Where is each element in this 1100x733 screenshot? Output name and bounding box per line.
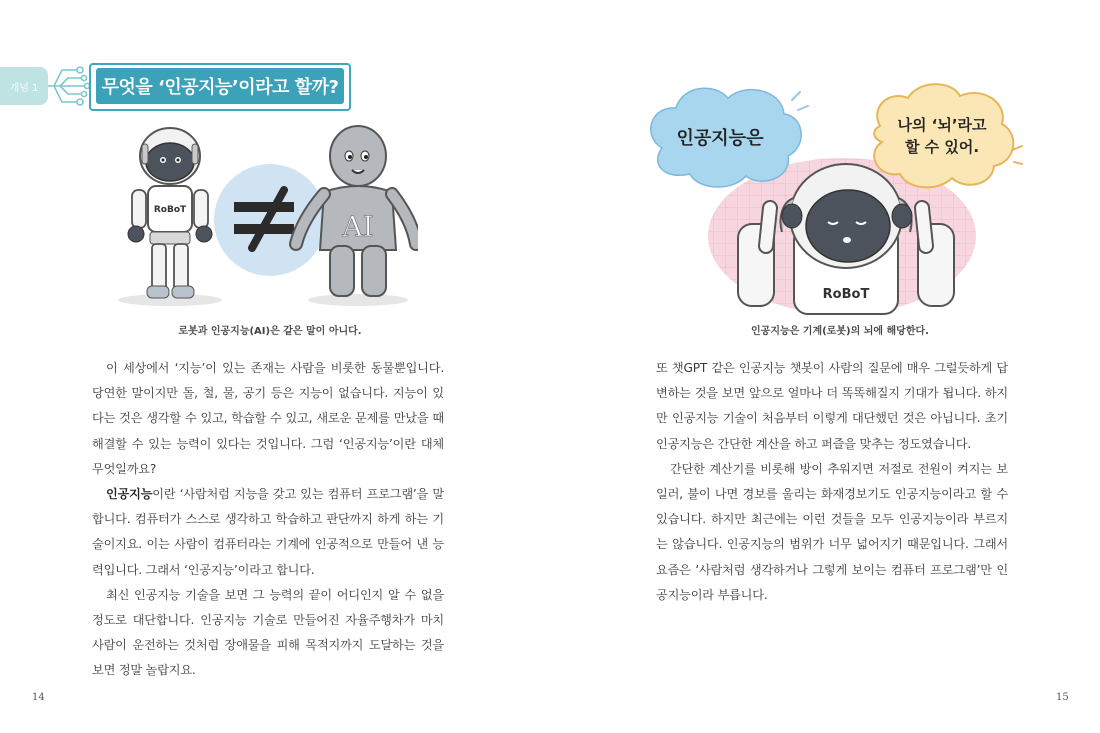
left-term-bold: 인공지능 (106, 487, 153, 502)
left-caption: 로봇과 인공지능(AI)은 같은 말이 아니다. (178, 326, 362, 337)
page-title: 무엇을 ‘인공지능’이라고 할까? (96, 68, 344, 104)
right-paragraph-1: 또 챗GPT 같은 인공지능 챗봇이 사람의 질문에 매우 그럴듯하게 답변하는 것을 보면 앞으로 얼마나 더 똑똑해질지 기대가 됩니다. 하지만 인공지능 기술이 처음부터 이렇게 대단했던 것은 아닙니다. 초기 인공지능은 간단한 계산을 하고 퍼즐을 맞추는 정도였습니다. (656, 361, 1008, 451)
bubble-left-text: 인공지능은 (676, 128, 764, 149)
ai-label: AI (342, 210, 374, 243)
page-number-left: 14 (32, 692, 45, 703)
robot-not-equal-ai-illustration (118, 120, 418, 310)
right-page (550, 0, 1100, 733)
left-paragraph-2: 인공지능이란 ‘사람처럼 지능을 갖고 있는 컴퓨터 프로그램’을 말합니다. 컴퓨터가 스스로 생각하고 학습하고 판단까지 하게 하는 기술이지요. 이는 사람이 컴퓨터라는 기계에 인공적으로 만들어 낸 능력입니다. 그래서 ‘인공지능’이라고 합니다. (92, 487, 444, 577)
page-number-right: 15 (1056, 692, 1069, 703)
left-paragraph-1: 이 세상에서 ‘지능’이 있는 존재는 사람을 비롯한 동물뿐입니다. 당연한 말이지만 돌, 철, 물, 공기 등은 지능이 없습니다. 지능이 있다는 것은 생각할 수 있고, 학습할 수 있고, 새로운 문제를 만났을 때 해결할 수 있는 능력이 있다는 것입니다. 그럼 ‘인공지능’이란 대체 무엇일까요? (92, 361, 444, 476)
left-body (92, 356, 444, 684)
robot-label: RoBoT (153, 205, 187, 215)
yellow-speech-cloud-icon (874, 84, 1013, 187)
circuit-decoration-icon (46, 58, 90, 114)
right-caption: 인공지능은 기계(로봇)의 뇌에 해당한다. (751, 326, 929, 337)
left-paragraph-3: 최신 인공지능 기술을 보면 그 능력의 끝이 어디인지 알 수 없을 정도로 대단합니다. 인공지능 기술로 만들어진 자율주행차가 마치 사람이 운전하는 것처럼 장애물을 피해 목적지까지 도달하는 것을 보면 정말 놀랍지요. (92, 587, 444, 678)
right-body (656, 356, 1008, 608)
bubble-right-line1: 나의 ‘뇌’라고 (897, 116, 987, 134)
robot-label-right: RoBoT (822, 287, 870, 302)
right-paragraph-2: 간단한 계산기를 비롯해 방이 추워지면 저절로 전원이 켜지는 보일러, 불이 나면 경보를 울리는 화재경보기도 인공지능이라고 할 수 있습니다. 하지만 최근에는 이런 것들을 모두 인공지능이라 부르지는 않습니다. 인공지능의 범위가 너무 넓어지기 때문입니다. 그래서 요즘은 ‘사람처럼 생각하거나 그렇게 보이는 컴퓨터 프로그램’만 인공지능이라 부릅니다. (656, 461, 1008, 602)
robot-brain-illustration (642, 76, 1032, 316)
concept-tag: 개념 1 (0, 67, 48, 105)
bubble-right-line2: 할 수 있어. (904, 138, 980, 156)
